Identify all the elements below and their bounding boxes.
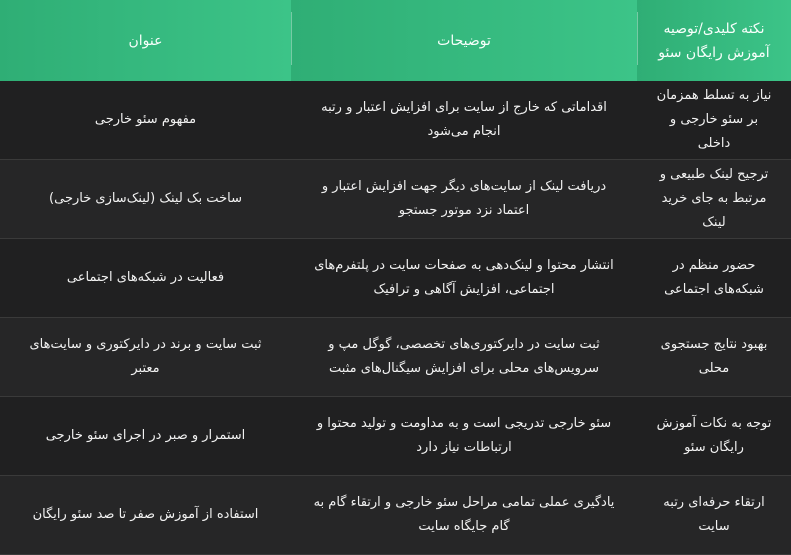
cell-text: ثبت سایت و برند در دایرکتوری و سایت‌های معتبر — [29, 337, 262, 376]
cell-text: استمرار و صبر در اجرای سئو خارجی — [45, 428, 246, 443]
cell-text: نیاز به تسلط همزمان بر سئو خارجی و داخلی — [656, 88, 772, 151]
table-cell — [0, 160, 291, 239]
cell-text: توجه به نکات آموزش رایگان سئو — [656, 416, 772, 455]
table-cell — [0, 397, 291, 476]
header-title-text: عنوان — [128, 32, 163, 49]
header-description-text: توضیحات — [437, 32, 491, 49]
table-cell — [0, 239, 291, 318]
cell-text: ثبت سایت در دایرکتوری‌های تخصصی، گوگل مپ و سرویس‌های محلی برای افزایش سیگنال‌های مثبت — [328, 337, 600, 376]
table-cell — [291, 239, 637, 318]
cell-text: فعالیت در شبکه‌های اجتماعی — [66, 270, 225, 285]
table-cell — [0, 81, 291, 160]
cell-text: ساخت بک لینک (لینک‌سازی خارجی) — [49, 191, 242, 206]
table-cell — [637, 397, 791, 476]
table-cell — [637, 476, 791, 555]
header-key-tip-text: نکته کلیدی/توصیه آموزش رایگان سئو — [658, 20, 770, 61]
header-title — [0, 0, 291, 81]
cell-text: ترجیح لینک طبیعی و مرتبط به جای خرید لینک — [659, 167, 769, 230]
cell-text: اقداماتی که خارج از سایت برای افزایش اعتبار و رتبه انجام می‌شود — [321, 100, 607, 139]
cell-text: دریافت لینک از سایت‌های دیگر جهت افزایش اعتبار و اعتماد نزد موتور جستجو — [321, 179, 607, 218]
cell-text: استفاده از آموزش صفر تا صد سئو رایگان — [32, 507, 259, 522]
table-cell — [637, 81, 791, 160]
table-cell — [291, 81, 637, 160]
table-cell — [291, 160, 637, 239]
table-cell — [291, 476, 637, 555]
cell-text: بهبود نتایج جستجوی محلی — [660, 337, 768, 376]
cell-text: ارتقاء حرفه‌ای رتبه سایت — [663, 495, 765, 534]
table-cell — [291, 318, 637, 397]
header-description — [291, 0, 637, 81]
table-cell — [637, 239, 791, 318]
header-key-tip — [637, 0, 791, 81]
table-cell — [637, 160, 791, 239]
cell-text: یادگیری عملی تمامی مراحل سئو خارجی و ارتقاء گام به گام جایگاه سایت — [313, 495, 615, 534]
table-cell — [637, 318, 791, 397]
table-cell — [0, 318, 291, 397]
cell-text: انتشار محتوا و لینک‌دهی به صفحات سایت در پلتفرم‌های اجتماعی، افزایش آگاهی و ترافیک — [314, 258, 614, 297]
cell-text: مفهوم سئو خارجی — [94, 112, 197, 127]
table-cell — [0, 476, 291, 555]
table-cell — [291, 397, 637, 476]
cell-text: سئو خارجی تدریجی است و به مداومت و تولید محتوا و ارتباطات نیاز دارد — [316, 416, 612, 455]
cell-text: حضور منظم در شبکه‌های اجتماعی — [664, 258, 764, 297]
